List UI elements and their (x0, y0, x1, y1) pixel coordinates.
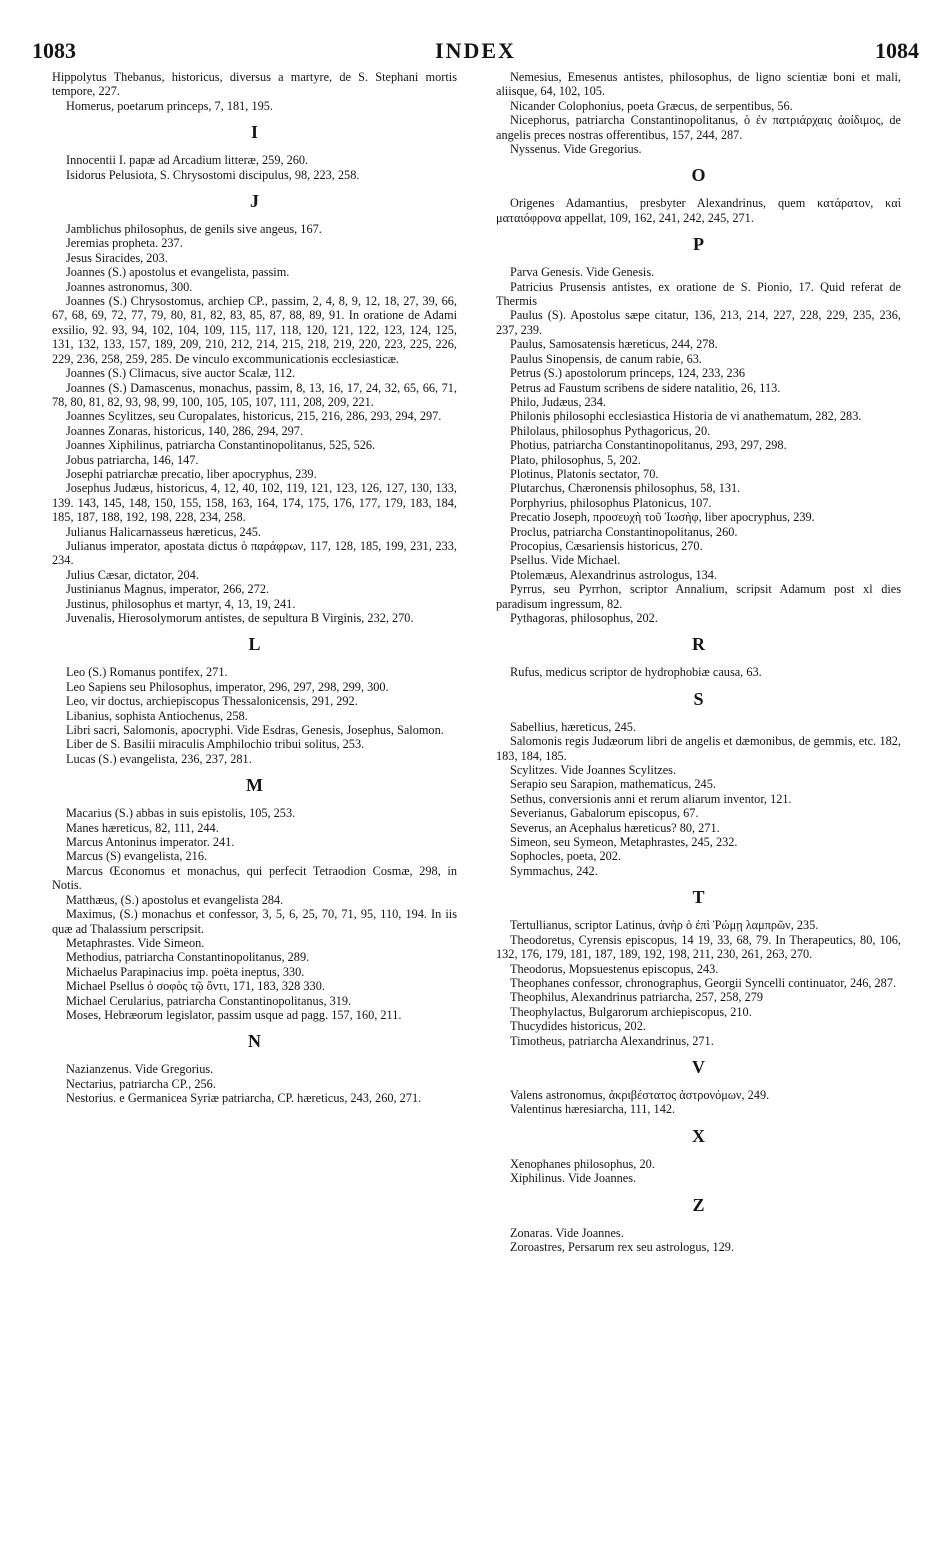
index-entry: Liber de S. Basilii miraculis Amphilochio tribui solitus, 253. (66, 737, 365, 752)
section-letter: O (691, 165, 706, 186)
index-entry: Juvenalis, Hierosolymorum antistes, de sepultura B Virginis, 232, 270. (66, 611, 414, 625)
index-entry: Sophocles, poeta, 202. (510, 849, 621, 864)
index-entry: Simeon, seu Symeon, Metaphrastes, 245, 232. (510, 835, 738, 850)
index-entry: Proclus, patriarcha Constantinopolitanus, 260. (510, 524, 738, 539)
index-entry: Leo (S.) Romanus pontifex, 271. (66, 665, 228, 680)
index-entry: Nemesius, Emesenus antistes, philosophus, de ligno scientiæ boni et mali, aliisque, 64, 102, 105. (496, 70, 901, 99)
index-entry: Theodoretus, Cyrensis episcopus, 14 19, 33, 68, 79. In Therapeutics, 80, 106, 132, 176, 179, 181, 187, 189, 192, 198, 211, 230, 261, 263, 270. (496, 932, 901, 962)
index-entry: Sabellius, hæreticus, 245. (510, 719, 637, 734)
index-entry: Innocentii I. papæ ad Arcadium litteræ, 259, 260. (66, 153, 309, 168)
index-entry: Marcus Antoninus imperator. 241. (66, 835, 235, 850)
index-entry: Isidorus Pelusiota, S. Chrysostomi discipulus, 98, 223, 258. (66, 167, 360, 182)
index-entry: Symmachus, 242. (510, 863, 598, 878)
index-entry: Thucydides historicus, 202. (510, 1019, 646, 1034)
index-entry: Theophanes confessor, chronographus, Georgii Syncelli continuator, 246, 287. (510, 975, 897, 990)
index-entry: Josephi patriarchæ precatio, liber apocryphus, 239. (66, 466, 317, 481)
index-entry: Sethus, conversionis anni et rerum aliarum inventor, 121. (510, 791, 792, 806)
index-entry: Philonis philosophi ecclesiastica Historia de vi anathematum, 282, 283. (510, 409, 862, 424)
index-entry: Josephus Judæus, historicus, 4, 12, 40, 102, 119, 121, 123, 126, 127, 130, 133, 139. 143, 145, 148, 150, 155, 158, 163, 164, 174, 175, 176, 177, 179, 183, 184, 185, 187, 188, 192, 198, 228, 234, 258. (52, 481, 457, 525)
index-entry: Joannes (S.) apostolus et evangelista, passim. (66, 265, 290, 280)
index-entry: Joannes astronomus, 300. (66, 279, 193, 294)
index-entry: Leo, vir doctus, archiepiscopus Thessalonicensis, 291, 292. (66, 694, 358, 709)
index-entry: Nestorius. e Germanicea Syriæ patriarcha, CP. hæreticus, 243, 260, 271. (66, 1091, 422, 1106)
section-letter: R (692, 634, 705, 655)
index-entry: Matthæus, (S.) apostolus et evangelista 284. (66, 892, 284, 907)
index-entry: Moses, Hebræorum legislator, passim usque ad pagg. 157, 160, 211. (66, 1007, 402, 1022)
section-letter: T (692, 887, 705, 908)
index-entry: Plotinus, Platonis sectator, 70. (510, 466, 659, 481)
index-entry: Philolaus, philosophus Pythagoricus, 20. (510, 423, 711, 438)
index-entry: Salomonis regis Judæorum libri de angelis et dæmonibus, de gemmis, etc. 182, 183, 184, 185. (496, 734, 901, 763)
index-entry: Photius, patriarcha Constantinopolitanus, 293, 297, 298. (510, 438, 787, 453)
index-entry: Joannes Scylitzes, seu Curopalates, historicus, 215, 216, 286, 293, 294, 297. (66, 409, 442, 424)
index-entry: Timotheus, patriarcha Alexandrinus, 271. (510, 1033, 714, 1048)
index-entry: Severianus, Gabalorum episcopus, 67. (510, 806, 699, 821)
running-title: INDEX (435, 38, 516, 63)
index-entry: Parva Genesis. Vide Genesis. (510, 265, 655, 280)
index-entry: Paulus (S). Apostolus sæpe citatur, 136, 213, 214, 227, 228, 229, 235, 236, 237, 239. (496, 308, 901, 337)
index-entry: Zonaras. Vide Joannes. (510, 1225, 624, 1240)
section-letter: N (248, 1031, 261, 1052)
section-letter: S (693, 688, 704, 709)
index-entry: Joannes (S.) Climacus, sive auctor Scalæ, 112. (66, 366, 296, 381)
index-entry: Nyssenus. Vide Gregorius. (510, 142, 642, 157)
index-entry: Lucas (S.) evangelista, 236, 237, 281. (66, 751, 252, 766)
index-entry: Hippolytus Thebanus, historicus, diversus a martyre, de S. Stephani mortis tempore, 227. (52, 70, 457, 99)
index-entry: Nectarius, patriarcha CP., 256. (66, 1076, 216, 1091)
index-entry: Petrus ad Faustum scribens de sidere natalitio, 26, 113. (510, 380, 781, 395)
section-letter: J (250, 191, 259, 212)
index-entry: Marcus (S) evangelista, 216. (66, 849, 208, 864)
index-entry: Marcus Œconomus et monachus, qui perfecit Tetraodion Cosmæ, 298, in Notis. (52, 863, 457, 893)
index-entry: Libri sacri, Salomonis, apocryphi. Vide Esdras, Genesis, Josephus, Salomon. (66, 723, 444, 738)
index-entry: Paulus, Samosatensis hæreticus, 244, 278. (510, 337, 718, 352)
index-entry: Metaphrastes. Vide Simeon. (66, 935, 205, 950)
index-entry: Nicander Colophonius, poeta Græcus, de serpentibus, 56. (510, 98, 793, 113)
index-entry: Jesus Siracides, 203. (66, 250, 168, 265)
index-entry: Serapio seu Sarapion, mathematicus, 245. (510, 777, 716, 792)
section-letter: V (692, 1056, 705, 1077)
index-entry: Porphyrius, philosophus Platonicus, 107. (510, 495, 712, 510)
page-header (32, 38, 919, 66)
index-entry: Severus, an Acephalus hæreticus? 80, 271. (510, 820, 720, 835)
left-page-number: 1083 (32, 38, 76, 63)
index-entry: Valentinus hæresiarcha, 111, 142. (510, 1102, 676, 1117)
index-entry: Justinianus Magnus, imperator, 266, 272. (66, 582, 270, 597)
index-entry: Jobus patriarcha, 146, 147. (66, 452, 199, 467)
section-letter: X (692, 1125, 705, 1146)
section-letter: I (250, 122, 258, 143)
index-entry: Ptolemæus, Alexandrinus astrologus, 134. (510, 567, 717, 582)
index-entry: Theophylactus, Bulgarorum archiepiscopus, 210. (510, 1004, 752, 1019)
index-entry: Manes hæreticus, 82, 111, 244. (66, 820, 219, 835)
index-entry: Michael Psellus ὁ σοφὸς τῷ ὄντι, 171, 183, 328 330. (66, 979, 325, 994)
index-entry: Justinus, philosophus et martyr, 4, 13, 19, 241. (66, 596, 296, 611)
index-entry: Joannes Zonaras, historicus, 140, 286, 294, 297. (66, 423, 304, 438)
section-letter: P (693, 234, 704, 255)
index-entry: Plutarchus, Chæronensis philosophus, 58, 131. (510, 481, 741, 496)
index-entry: Homerus, poetarum princeps, 7, 181, 195. (66, 98, 273, 113)
index-entry: Nazianzenus. Vide Gregorius. (66, 1062, 214, 1077)
index-entry: Origenes Adamantius, presbyter Alexandrinus, quem κατάρατον, καὶ ματαιόφρονα appellat, 109, 162, 241, 242, 245, 271. (496, 196, 901, 225)
index-entry: Zoroastres, Persarum rex seu astrologus, 129. (510, 1239, 735, 1254)
index-entry: Leo Sapiens seu Philosophus, imperator, 296, 297, 298, 299, 300. (66, 679, 389, 694)
index-entry: Libanius, sophista Antiochenus, 258. (66, 708, 248, 723)
index-entry: Pythagoras, philosophus, 202. (510, 611, 658, 625)
index-entry: Psellus. Vide Michael. (510, 553, 621, 568)
index-entry: Xiphilinus. Vide Joannes. (510, 1171, 637, 1186)
index-entry: Michael Cerularius, patriarcha Constantinopolitanus, 319. (66, 993, 352, 1008)
index-entry: Patricius Prusensis antistes, ex oratione de S. Pionio, 17. Quid referat de Thermis (496, 279, 901, 309)
right-index-column (496, 70, 901, 1254)
index-entry: Joannes Xiphilinus, patriarcha Constantinopolitanus, 525, 526. (66, 438, 376, 453)
index-entry: Xenophanes philosophus, 20. (510, 1156, 655, 1171)
index-entry: Theophilus, Alexandrinus patriarcha, 257, 258, 279 (510, 990, 764, 1005)
right-page-number: 1084 (875, 38, 919, 63)
index-entry: Procopius, Cæsariensis historicus, 270. (510, 538, 703, 553)
section-letter: L (248, 634, 261, 655)
index-entry: Rufus, medicus scriptor de hydrophobiæ causa, 63. (510, 665, 762, 680)
index-entry: Julianus Halicarnasseus hæreticus, 245. (66, 524, 262, 539)
index-entry: Macarius (S.) abbas in suis epistolis, 105, 253. (66, 806, 296, 821)
index-entry: Maximus, (S.) monachus et confessor, 3, 5, 6, 25, 70, 71, 95, 110, 194. In iis quæ ad Thalassium perscripsit. (52, 907, 457, 936)
index-entry: Michaelus Parapinacius imp. poëta ineptus, 330. (66, 964, 305, 979)
index-entry: Julianus imperator, apostata dictus ὁ παράφρων, 117, 128, 185, 199, 231, 233, 234. (52, 538, 457, 568)
index-entry: Precatio Joseph, προσευχὴ τοῦ Ἰωσὴφ, liber apocryphus, 239. (510, 510, 815, 525)
index-entry: Theodorus, Mopsuestenus episcopus, 243. (510, 961, 719, 976)
index-entry: Scylitzes. Vide Joannes Scylitzes. (510, 763, 677, 778)
index-entry: Tertullianus, scriptor Latinus, ἀνὴρ ὁ ἐπὶ Ῥώμῃ λαμπρῶν, 235. (510, 918, 819, 933)
index-entry: Joannes (S.) Chrysostomus, archiep CP., passim, 2, 4, 8, 9, 12, 18, 27, 39, 66, 67, 68, 69, 72, 77, 79, 80, 81, 82, 83, 85, 87, 88, 89, 91. In oratione de Adami exsilio, 92. 93, 94, 102, 104, 109, 115, 117, 118, 120, 121, 122, 123, 124, 125, 131, 132, 133, 157, 189, 209, 210, 212, 214, 215, 218, 219, 220, 223, 225, 226, 229, 236, 258, 259, 285. De vinculo excommunicationis ecclesiasticæ. (52, 294, 457, 366)
section-letter: Z (692, 1194, 705, 1215)
index-entry: Plato, philosophus, 5, 202. (510, 452, 641, 467)
index-entry: Julius Cæsar, dictator, 204. (66, 567, 199, 582)
index-entry: Nicephorus, patriarcha Constantinopolitanus, ὁ ἐν πατριάρχαις ἀοίδιμος, de angelis preces nostras offerentibus, 157, 244, 287. (496, 113, 901, 142)
index-entry: Joannes (S.) Damascenus, monachus, passim, 8, 13, 16, 17, 24, 32, 65, 66, 71, 78, 80, 81, 82, 93, 98, 99, 100, 105, 105, 107, 111, 208, 209, 221. (52, 380, 457, 409)
index-entry: Paulus Sinopensis, de canum rabie, 63. (510, 351, 702, 366)
index-entry: Philo, Judæus, 234. (510, 394, 607, 409)
left-index-column (52, 70, 457, 1106)
index-entry: Pyrrus, seu Pyrrhon, scriptor Annalium, scripsit Adamum post xl dies paradisum ingressum, 82. (496, 582, 901, 611)
index-entry: Petrus (S.) apostolorum princeps, 124, 233, 236 (510, 366, 745, 381)
section-letter: M (246, 775, 263, 796)
index-entry: Jeremias propheta. 237. (66, 236, 183, 251)
index-entry: Methodius, patriarcha Constantinopolitanus, 289. (66, 950, 310, 965)
index-entry: Jamblichus philosophus, de genils sive angeus, 167. (66, 222, 322, 237)
index-entry: Valens astronomus, ἀκριβέστατος ἀστρονόμων, 249. (510, 1087, 770, 1102)
